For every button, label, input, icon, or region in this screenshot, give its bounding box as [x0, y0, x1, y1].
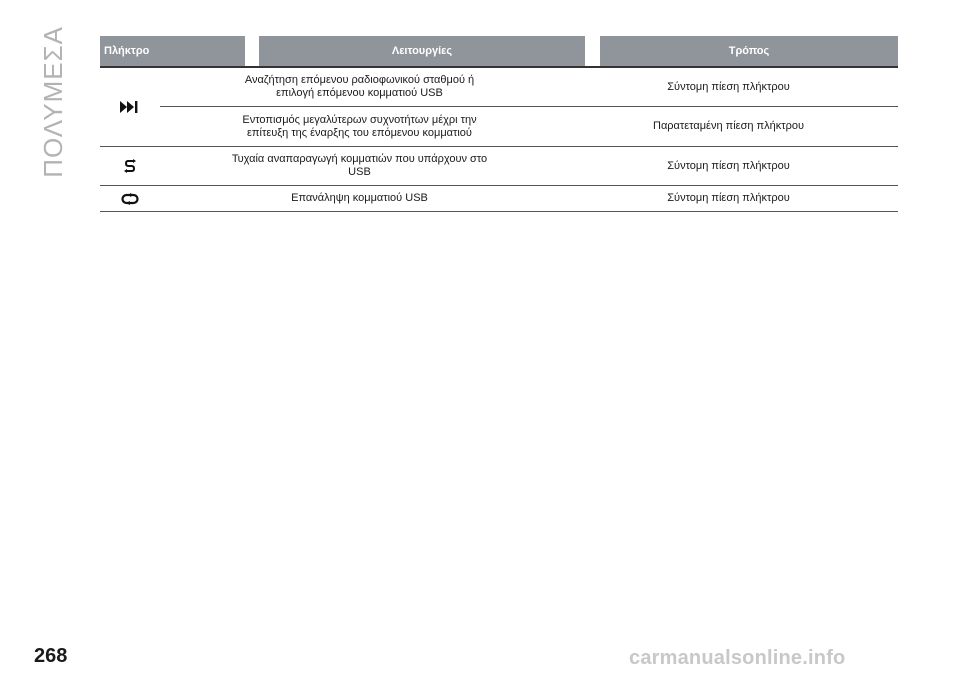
mode-cell: Σύντομη πίεση πλήκτρου — [667, 192, 790, 204]
table-row — [100, 147, 898, 186]
mode-cell: Σύντομη πίεση πλήκτρου — [667, 80, 790, 93]
table-header — [100, 36, 898, 66]
header-functions: Λειτουργίες — [259, 36, 585, 66]
table-row — [160, 68, 898, 107]
next-track-icon — [120, 101, 140, 113]
shuffle-icon — [124, 159, 136, 173]
function-cell — [160, 107, 559, 146]
function-line: επίτευξη της έναρξης του επόμενου κομματιού — [247, 126, 472, 139]
table-row-group — [100, 68, 898, 147]
key-cell — [100, 147, 160, 185]
key-cell — [100, 68, 160, 146]
function-line: Τυχαία αναπαραγωγή κομματιών που υπάρχουν στο — [231, 153, 488, 165]
watermark: carmanualsonline.info — [629, 647, 846, 669]
function-line: USB — [348, 166, 371, 178]
table-row — [160, 107, 898, 146]
function-cell — [160, 186, 559, 211]
section-side-title-text: ΠΟΛΥΜΕΣΑ — [37, 26, 68, 178]
mode-cell: Παρατεταμένη πίεση πλήκτρου — [653, 120, 804, 132]
header-key: Πλήκτρο — [100, 36, 245, 66]
table-row — [100, 186, 898, 212]
repeat-icon — [121, 193, 139, 205]
mode-cell: Σύντομη πίεση πλήκτρου — [667, 159, 790, 172]
function-line: Εντοπισμός μεγαλύτερων συχνοτήτων μέχρι την — [242, 113, 477, 126]
function-cell — [160, 68, 559, 106]
header-mode: Τρόπος — [600, 36, 898, 66]
key-cell — [100, 186, 160, 211]
key-functions-table — [100, 36, 898, 212]
function-line: Επανάληψη κομματιού USB — [291, 192, 428, 204]
section-side-title — [33, 26, 73, 178]
function-line: επιλογή επόμενου κομματιού USB — [276, 87, 443, 99]
function-line: Αναζήτηση επόμενου ραδιοφωνικού σταθμού ή — [244, 74, 475, 86]
page-number: 268 — [34, 645, 68, 667]
function-cell — [160, 147, 559, 185]
